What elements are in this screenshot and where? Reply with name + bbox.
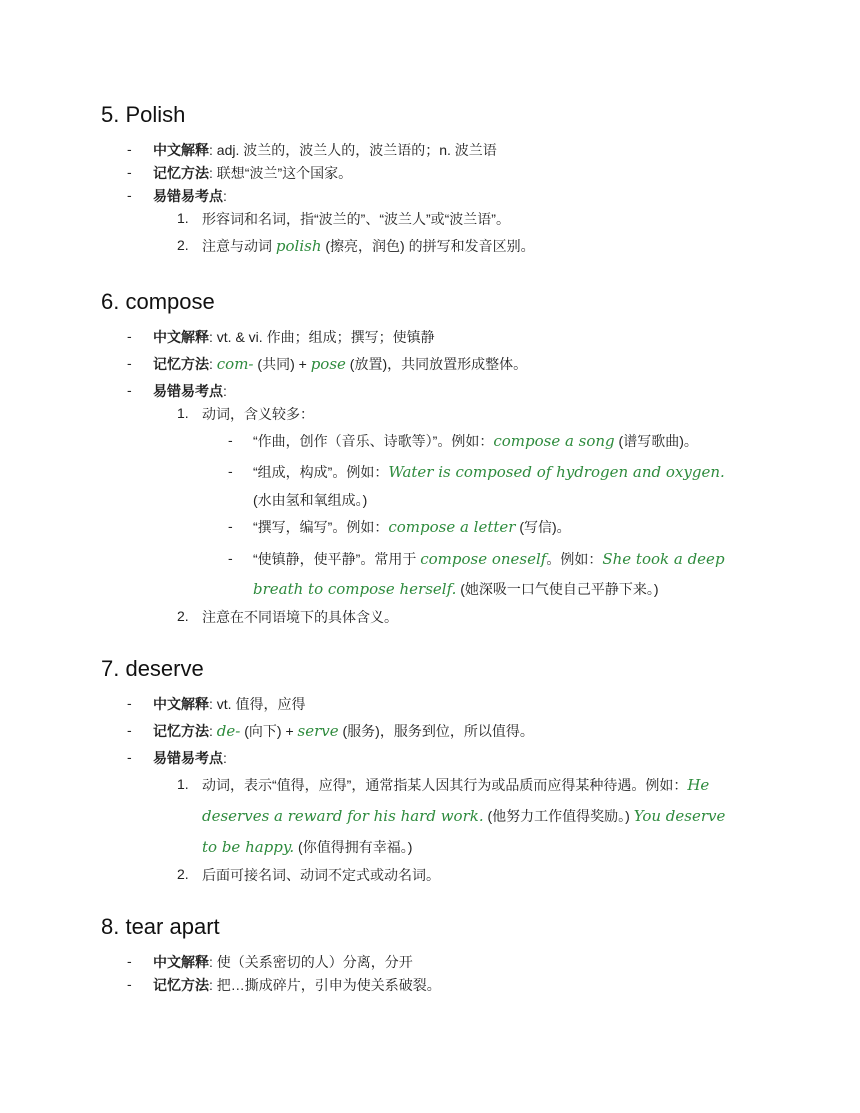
bullet: - xyxy=(127,382,132,398)
item-text: (你值得拥有幸福。) xyxy=(294,839,413,855)
sub-item-continuation: (水由氢和氧组成。) xyxy=(253,492,368,508)
memory-text: (向下) + xyxy=(240,723,298,739)
sub-bullet: - xyxy=(228,518,233,534)
bullet: - xyxy=(127,695,132,711)
item-text: (谱写歌曲)。 xyxy=(614,433,698,449)
memory-text: (放置)，共同放置形成整体。 xyxy=(345,356,528,372)
sub-item-continuation xyxy=(253,580,659,598)
section-title-compose: 6. compose xyxy=(101,289,215,314)
sub-item xyxy=(253,550,725,568)
section-title-deserve: 7. deserve xyxy=(101,656,204,681)
memory-text: : 联想“波兰”这个国家。 xyxy=(209,165,353,181)
pitfall-line xyxy=(153,382,227,400)
bullet: - xyxy=(127,355,132,371)
list-number: 1. xyxy=(177,776,189,792)
root-term: pose xyxy=(310,355,346,373)
pitfall-colon: : xyxy=(223,188,227,204)
list-item: 动词，含义较多： xyxy=(202,406,314,422)
meaning-line xyxy=(153,953,413,971)
meaning-label: 中文解释 xyxy=(153,954,209,970)
bullet: - xyxy=(127,328,132,344)
list-item-continuation xyxy=(202,807,725,825)
prefix-term: com- xyxy=(216,355,254,373)
meaning-line xyxy=(153,141,497,159)
memory-text: : 把…撕成碎片，引申为使关系破裂。 xyxy=(209,977,441,993)
item-text: 。例如： xyxy=(546,551,603,567)
sub-bullet: - xyxy=(228,463,233,479)
memory-text: (服务)，服务到位，所以值得。 xyxy=(338,723,534,739)
example-term: polish xyxy=(275,237,322,255)
item-text: 动词，表示“值得，应得”，通常指某人因其行为或品质而应得某种待遇。例如： xyxy=(202,777,688,793)
meaning-label: 中文解释 xyxy=(153,142,209,158)
bullet: - xyxy=(127,141,132,157)
item-text: (写信)。 xyxy=(515,519,571,535)
item-text: “组成，构成”。例如： xyxy=(253,464,389,480)
example-text: compose a letter xyxy=(388,518,516,536)
example-text: compose a song xyxy=(493,432,615,450)
memory-text: (共同) + xyxy=(253,356,311,372)
pitfall-line xyxy=(153,187,227,205)
list-number: 2. xyxy=(177,237,189,253)
sub-bullet: - xyxy=(228,550,233,566)
item-text: (她深吸一口气使自己平静下来。) xyxy=(456,581,659,597)
sub-item xyxy=(253,463,725,481)
memory-line xyxy=(153,722,534,740)
memory-label: 记忆方法 xyxy=(153,977,209,993)
list-number: 2. xyxy=(177,608,189,624)
list-number: 1. xyxy=(177,210,189,226)
item-text: “作曲，创作（音乐、诗歌等）”。例如： xyxy=(253,433,494,449)
memory-text: : xyxy=(209,356,217,372)
list-item-continuation xyxy=(202,838,412,856)
pitfall-colon: : xyxy=(223,750,227,766)
list-item xyxy=(202,776,709,794)
sub-item xyxy=(253,518,571,536)
meaning-line xyxy=(153,695,305,713)
meaning-text: : adj. 波兰的，波兰人的，波兰语的；n. 波兰语 xyxy=(209,142,497,158)
memory-line xyxy=(153,976,441,994)
bullet: - xyxy=(127,164,132,180)
list-item xyxy=(202,237,535,255)
memory-line xyxy=(153,355,527,373)
list-number: 1. xyxy=(177,405,189,421)
section-title-tear-apart: 8. tear apart xyxy=(101,914,220,939)
meaning-label: 中文解释 xyxy=(153,329,209,345)
bullet: - xyxy=(127,749,132,765)
bullet: - xyxy=(127,976,132,992)
bullet: - xyxy=(127,953,132,969)
example-text: Water is composed of hydrogen and oxygen. xyxy=(388,463,725,481)
pitfall-line xyxy=(153,749,227,767)
pitfall-colon: : xyxy=(223,383,227,399)
meaning-text: : 使（关系密切的人）分离，分开 xyxy=(209,954,413,970)
item-text: (他努力工作值得奖励。) xyxy=(483,808,634,824)
memory-text: : xyxy=(209,723,217,739)
prefix-term: de- xyxy=(216,722,241,740)
memory-label: 记忆方法 xyxy=(153,356,209,372)
section-title-polish: 5. Polish xyxy=(101,102,186,127)
bullet: - xyxy=(127,187,132,203)
sub-bullet: - xyxy=(228,432,233,448)
example-text: You deserve xyxy=(633,807,726,825)
memory-line xyxy=(153,164,352,182)
example-text: She took a deep xyxy=(602,550,725,568)
list-number: 2. xyxy=(177,866,189,882)
example-text: breath to compose herself. xyxy=(253,580,457,598)
memory-label: 记忆方法 xyxy=(153,723,209,739)
bullet: - xyxy=(127,722,132,738)
list-item: 后面可接名词、动词不定式或动名词。 xyxy=(202,867,440,883)
item-text: (擦亮，润色) 的拼写和发音区别。 xyxy=(321,238,535,254)
item-text: 注意与动词 xyxy=(202,238,276,254)
sub-item xyxy=(253,432,698,450)
memory-label: 记忆方法 xyxy=(153,165,209,181)
list-item: 形容词和名词，指“波兰的”、“波兰人”或“波兰语”。 xyxy=(202,211,510,227)
pitfall-label: 易错易考点 xyxy=(153,383,223,399)
meaning-text: : vt. & vi. 作曲；组成；撰写；使镇静 xyxy=(209,329,435,345)
meaning-text: : vt. 值得，应得 xyxy=(209,696,306,712)
example-text: He xyxy=(687,776,710,794)
list-item: 注意在不同语境下的具体含义。 xyxy=(202,609,398,625)
meaning-line xyxy=(153,328,435,346)
root-term: serve xyxy=(297,722,339,740)
meaning-label: 中文解释 xyxy=(153,696,209,712)
example-text: deserves a reward for his hard work. xyxy=(202,807,484,825)
item-text: “撰写，编写”。例如： xyxy=(253,519,389,535)
example-term: compose oneself xyxy=(420,550,547,568)
pitfall-label: 易错易考点 xyxy=(153,750,223,766)
example-text: to be happy. xyxy=(202,838,295,856)
pitfall-label: 易错易考点 xyxy=(153,188,223,204)
item-text: “使镇静，使平静”。常用于 xyxy=(253,551,421,567)
